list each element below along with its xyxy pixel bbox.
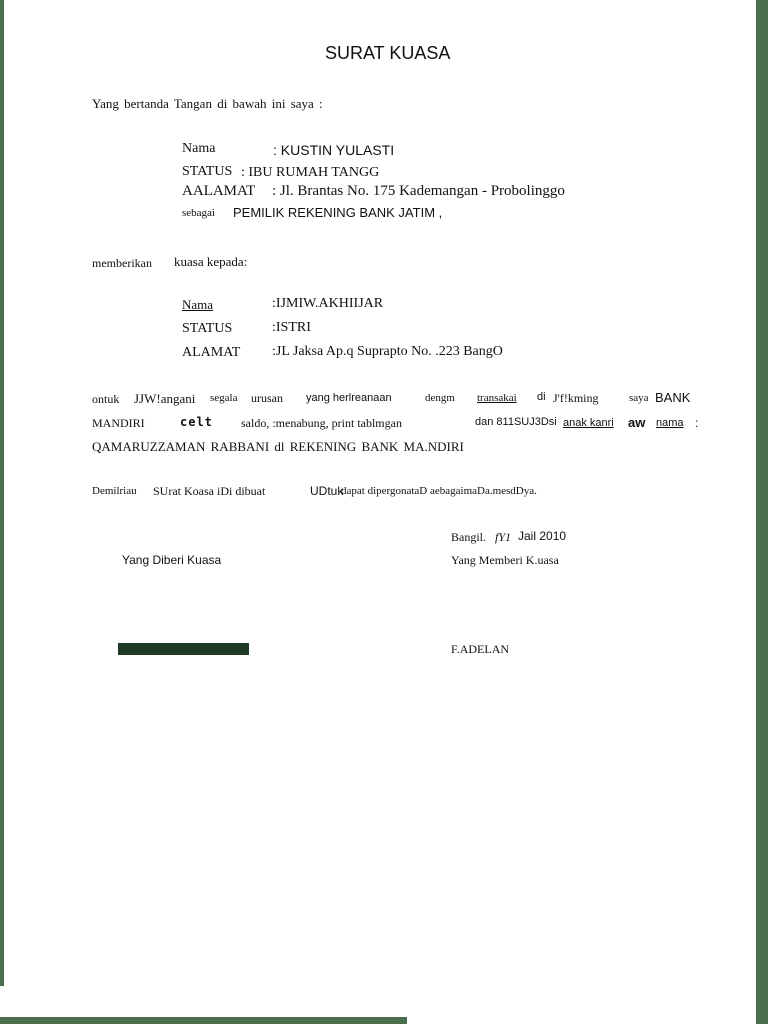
grantor-sebagai-value: PEMILIK REKENING BANK JATIM , xyxy=(233,205,443,220)
body-word: dan 811SUJ3Dsi xyxy=(475,416,557,428)
grantee-nama-value: :IJMIW.AKHIIJAR xyxy=(272,296,384,311)
page-border-bottom xyxy=(0,1017,407,1024)
grantee-status-label: STATUS xyxy=(182,321,233,336)
page-border-right xyxy=(756,0,768,1024)
body-word: segala xyxy=(210,392,238,404)
body-word: celt xyxy=(180,415,213,429)
grantor-nama-value: : KUSTIN YULASTI xyxy=(273,142,395,158)
transition-prefix: memberikan xyxy=(92,256,152,270)
body-word: saldo, :menabung, print tablmgan xyxy=(241,416,402,430)
body-word: urusan xyxy=(251,391,283,405)
body-word: ontuk xyxy=(92,392,120,406)
place-date: Jail 2010 xyxy=(518,529,567,543)
body-word: di xyxy=(537,391,546,403)
grantee-alamat-value: :JL Jaksa Ap.q Suprapto No. .223 BangO xyxy=(272,344,503,359)
grantee-alamat-label: ALAMAT xyxy=(182,345,241,360)
grantor-alamat-value: : Jl. Brantas No. 175 Kademangan - Probolinggo xyxy=(272,183,565,199)
body-word: BANK xyxy=(655,390,691,405)
grantee-nama-label: Nama xyxy=(182,297,214,312)
grantor-sebagai-prefix: sebagai xyxy=(182,207,215,219)
body-word: saya xyxy=(629,392,649,404)
body-line-3: QAMARUZZAMAN RABBANI dl REKENING BANK MA.NDIRI xyxy=(92,439,464,454)
body-word-underlined: transakai xyxy=(477,392,517,404)
closing-word: UDtuk xyxy=(310,484,344,498)
grantor-nama-label: Nama xyxy=(182,141,216,156)
giver-name: F.ADELAN xyxy=(451,642,510,656)
body-word-underlined: nama xyxy=(656,417,684,429)
body-word: JJW!angani xyxy=(134,391,196,406)
intro-line: Yang bertanda Tangan di bawah ini saya : xyxy=(92,96,323,111)
document-title: SURAT KUASA xyxy=(325,43,451,63)
grantor-status-label: STATUS xyxy=(182,164,233,179)
body-word: J'f!kming xyxy=(553,391,599,405)
grantee-status-value: :ISTRI xyxy=(272,320,311,335)
body-word: aw xyxy=(628,415,646,430)
body-word: : xyxy=(695,416,699,430)
closing-word: Demilriau xyxy=(92,485,137,497)
place-date: fY1 xyxy=(495,530,512,544)
grantor-alamat-label: AALAMAT xyxy=(182,183,256,199)
redacted-name-bar xyxy=(118,643,249,655)
closing-word: SUrat Koasa iDi dibuat xyxy=(153,484,266,498)
place-date: Bangil. xyxy=(451,530,486,544)
giver-label: Yang Memberi K.uasa xyxy=(451,553,559,567)
receiver-label: Yang Diberi Kuasa xyxy=(122,553,222,567)
body-word: dengm xyxy=(425,392,455,404)
grantor-status-value: : IBU RUMAH TANGG xyxy=(241,165,380,180)
transition-suffix: kuasa kepada: xyxy=(174,254,248,269)
body-word: MANDIRI xyxy=(92,416,145,430)
body-word: yang herlreanaan xyxy=(306,392,392,404)
page-border-left xyxy=(0,0,4,986)
body-word-underlined: anak kanri xyxy=(563,417,614,429)
closing-word: dapat dipergonataD aebagaimaDa.mesdDya. xyxy=(341,485,537,497)
